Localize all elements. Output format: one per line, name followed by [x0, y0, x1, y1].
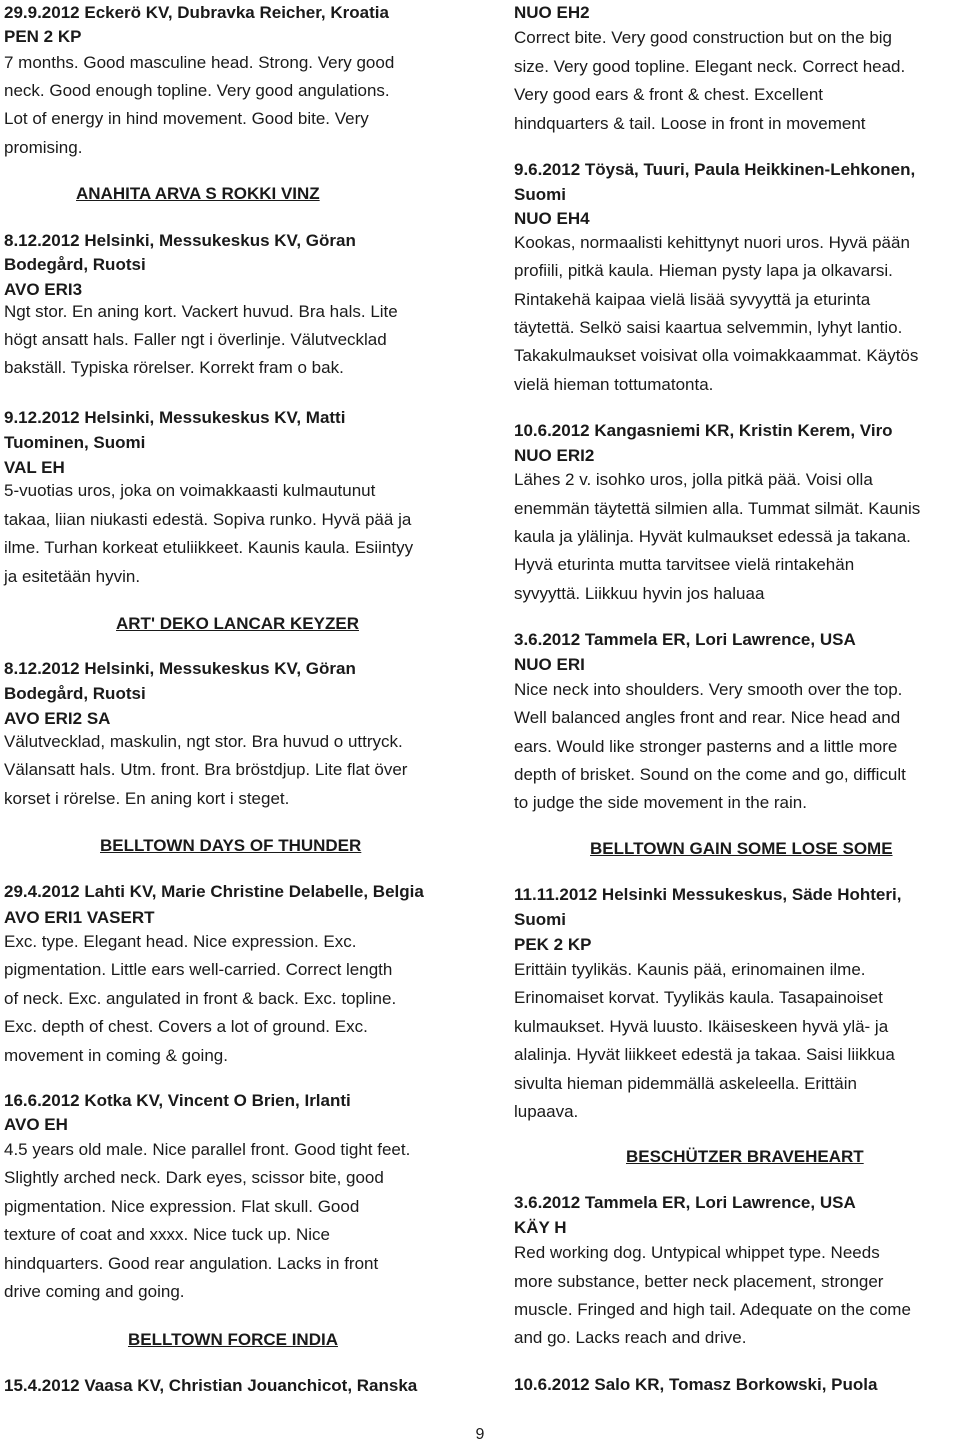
critique-line: 7 months. Good masculine head. Strong. Very good: [4, 53, 395, 72]
critique-line: Exc. type. Elegant head. Nice expression. Exc.: [4, 932, 357, 951]
critique-line: Lähes 2 v. isohko uros, jolla pitkä pää. Voisi olla: [514, 470, 873, 489]
section-heading: ART' DEKO LANCAR KEYZER: [116, 614, 359, 633]
critique-line: Kookas, normaalisti kehittynyt nuori uros. Hyvä pään: [514, 233, 910, 252]
critique-line: takaa, liian niukasti edestä. Sopiva runko. Hyvä pää ja: [4, 510, 412, 529]
show-entry-heading: Bodegård, Ruotsi: [4, 255, 146, 274]
critique-line: pigmentation. Nice expression. Flat skull. Good: [4, 1197, 360, 1216]
show-entry-heading: Tuominen, Suomi: [4, 433, 146, 452]
show-entry-heading: Suomi: [514, 185, 566, 204]
critique-line: Exc. depth of chest. Covers a lot of ground. Exc.: [4, 1017, 368, 1036]
critique-line: Välutvecklad, maskulin, ngt stor. Bra huvud o uttryck.: [4, 732, 403, 751]
show-entry-heading: 10.6.2012 Salo KR, Tomasz Borkowski, Puola: [514, 1375, 878, 1394]
section-heading: BELLTOWN GAIN SOME LOSE SOME: [590, 839, 893, 858]
critique-line: more substance, better neck placement, stronger: [514, 1272, 884, 1291]
critique-line: Nice neck into shoulders. Very smooth over the top.: [514, 680, 903, 699]
show-entry-heading: 9.6.2012 Töysä, Tuuri, Paula Heikkinen-Lehkonen,: [514, 160, 916, 179]
critique-line: Well balanced angles front and rear. Nice head and: [514, 708, 901, 727]
critique-line: ilme. Turhan korkeat etuliikkeet. Kaunis kaula. Esiintyy: [4, 538, 414, 557]
show-entry-heading: 3.6.2012 Tammela ER, Lori Lawrence, USA: [514, 630, 856, 649]
critique-line: hindquarters. Good rear angulation. Lacks in front: [4, 1254, 379, 1273]
show-entry-heading: AVO ERI2 SA: [4, 709, 111, 728]
show-entry-heading: 9.12.2012 Helsinki, Messukeskus KV, Matti: [4, 408, 346, 427]
show-entry-heading: 8.12.2012 Helsinki, Messukeskus KV, Göran: [4, 231, 356, 250]
show-entry-heading: Bodegård, Ruotsi: [4, 684, 146, 703]
show-entry-heading: 29.9.2012 Eckerö KV, Dubravka Reicher, Kroatia: [4, 3, 389, 22]
critique-line: drive coming and going.: [4, 1282, 185, 1301]
critique-line: 4.5 years old male. Nice parallel front. Good tight feet.: [4, 1140, 411, 1159]
critique-line: size. Very good topline. Elegant neck. Correct head.: [514, 57, 906, 76]
critique-line: sivulta hieman pidemmällä askeleella. Erittäin: [514, 1074, 857, 1093]
page-number: 9: [475, 1426, 485, 1443]
section-heading: BESCHÜTZER BRAVEHEART: [626, 1147, 864, 1166]
critique-line: Takakulmaukset voisivat olla voimakkaammat. Käytös: [514, 346, 919, 365]
show-entry-heading: 15.4.2012 Vaasa KV, Christian Jouanchicot, Ranska: [4, 1376, 418, 1395]
show-entry-heading: 29.4.2012 Lahti KV, Marie Christine Delabelle, Belgia: [4, 882, 424, 901]
critique-line: vielä hieman tottumatonta.: [514, 375, 714, 394]
critique-line: kulmaukset. Hyvä luusto. Ikäiseskeen hyvä ylä- ja: [514, 1017, 889, 1036]
show-entry-heading: 10.6.2012 Kangasniemi KR, Kristin Kerem, Viro: [514, 421, 893, 440]
critique-line: högt ansatt hals. Faller ngt i överlinje. Välutvecklad: [4, 330, 387, 349]
show-entry-heading: 16.6.2012 Kotka KV, Vincent O Brien, Irlanti: [4, 1091, 351, 1110]
critique-line: alalinja. Hyvät liikkeet edestä ja takaa. Saisi liikkua: [514, 1045, 895, 1064]
show-entry-heading: VAL EH: [4, 458, 65, 477]
show-entry-heading: NUO ERI2: [514, 446, 595, 465]
critique-line: Ngt stor. En aning kort. Vackert huvud. Bra hals. Lite: [4, 302, 398, 321]
show-entry-heading: Suomi: [514, 910, 566, 929]
show-entry-heading: KÄY H: [514, 1218, 567, 1237]
critique-line: ears. Would like stronger pasterns and a little more: [514, 737, 898, 756]
critique-line: and go. Lacks reach and drive.: [514, 1328, 747, 1347]
critique-line: promising.: [4, 138, 83, 157]
critique-line: neck. Good enough topline. Very good angulations.: [4, 81, 390, 100]
show-entry-heading: 11.11.2012 Helsinki Messukeskus, Säde Hohteri,: [514, 885, 902, 904]
critique-line: kaula ja ylälinja. Hyvät kulmaukset edessä ja takana.: [514, 527, 911, 546]
critique-line: täytettä. Selkö saisi kaartua selvemmin, lyhyt lantio.: [514, 318, 903, 337]
critique-line: hindquarters & tail. Loose in front in movement: [514, 114, 866, 133]
critique-line: Very good ears & front & chest. Excellent: [514, 85, 823, 104]
critique-line: Erittäin tyylikäs. Kaunis pää, erinomainen ilme.: [514, 960, 866, 979]
critique-line: 5-vuotias uros, joka on voimakkaasti kulmautunut: [4, 481, 376, 500]
show-entry-heading: AVO ERI3: [4, 280, 83, 299]
critique-line: of neck. Exc. angulated in front & back. Exc. topline.: [4, 989, 397, 1008]
critique-line: Erinomaiset korvat. Tyylikäs kaula. Tasapainoiset: [514, 988, 883, 1007]
critique-line: bakställ. Typiska rörelser. Korrekt fram o bak.: [4, 358, 344, 377]
critique-line: movement in coming & going.: [4, 1046, 228, 1065]
show-entry-heading: NUO EH2: [514, 3, 590, 22]
section-heading: BELLTOWN DAYS OF THUNDER: [100, 836, 362, 855]
critique-line: pigmentation. Little ears well-carried. Correct length: [4, 960, 393, 979]
critique-line: Correct bite. Very good construction but on the big: [514, 28, 893, 47]
show-entry-heading: AVO EH: [4, 1115, 68, 1134]
critique-line: Välansatt hals. Utm. front. Bra bröstdjup. Lite flat över: [4, 760, 408, 779]
critique-line: depth of brisket. Sound on the come and go, difficult: [514, 765, 906, 784]
critique-line: syvyyttä. Liikkuu hyvin jos haluaa: [514, 584, 765, 603]
critique-line: Lot of energy in hind movement. Good bite. Very: [4, 109, 369, 128]
section-heading: BELLTOWN FORCE INDIA: [128, 1330, 338, 1349]
show-entry-heading: PEK 2 KP: [514, 935, 592, 954]
critique-line: Hyvä eturinta mutta tarvitsee vielä rintakehän: [514, 555, 855, 574]
critique-line: profiili, pitkä kaula. Hieman pysty lapa ja olkavarsi.: [514, 261, 893, 280]
critique-line: Red working dog. Untypical whippet type. Needs: [514, 1243, 880, 1262]
critique-line: muscle. Fringed and high tail. Adequate on the come: [514, 1300, 911, 1319]
critique-line: lupaava.: [514, 1102, 579, 1121]
critique-line: Rintakehä kaipaa vielä lisää syvyyttä ja eturinta: [514, 290, 871, 309]
critique-line: ja esitetään hyvin.: [4, 567, 141, 586]
critique-line: enemmän täytettä silmien alla. Tummat silmät. Kaunis: [514, 499, 921, 518]
show-entry-heading: NUO EH4: [514, 209, 590, 228]
show-entry-heading: PEN 2 KP: [4, 27, 82, 46]
show-entry-heading: 3.6.2012 Tammela ER, Lori Lawrence, USA: [514, 1193, 856, 1212]
show-entry-heading: NUO ERI: [514, 655, 585, 674]
critique-line: to judge the side movement in the rain.: [514, 793, 807, 812]
section-heading: ANAHITA ARVA S ROKKI VINZ: [76, 184, 320, 203]
critique-line: texture of coat and xxxx. Nice tuck up. Nice: [4, 1225, 330, 1244]
critique-line: korset i rörelse. En aning kort i steget.: [4, 789, 290, 808]
show-entry-heading: 8.12.2012 Helsinki, Messukeskus KV, Göran: [4, 659, 356, 678]
critique-line: Slightly arched neck. Dark eyes, scissor bite, good: [4, 1168, 384, 1187]
show-entry-heading: AVO ERI1 VASERT: [4, 908, 155, 927]
